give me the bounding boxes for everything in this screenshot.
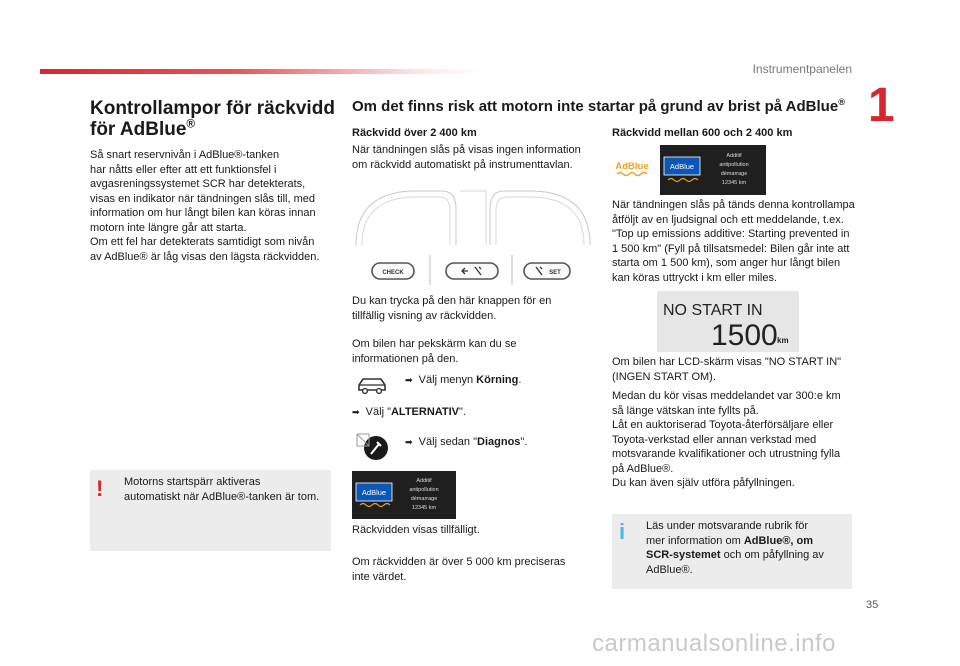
- svg-text:AdBlue: AdBlue: [669, 162, 695, 171]
- svg-text:AdBlue: AdBlue: [615, 161, 649, 172]
- step-select-diagnosis: ➡ Välj sedan "Diagnos".: [405, 436, 528, 448]
- subheading-over-2400: Räckvidd över 2 400 km: [352, 127, 477, 139]
- svg-text:km: km: [777, 336, 789, 345]
- chapter-number: 1: [868, 79, 895, 132]
- svg-text:1500: 1500: [711, 319, 778, 352]
- ignition-message-text: När tändningen slås på tänds denna kontrollampa åtföljt av en ljudsignal och ett meddelande, t.ex. "Top up emissions additive: Starting prevented in 1 500 km" (Fyll på tillsatsmedel: Bilen går inte att starta om 1 500 km), som anger hur långt bilen kan köras uttryckt i km eller miles.: [612, 199, 855, 284]
- step-select-options: ➡ Välj "ALTERNATIV".: [352, 406, 466, 418]
- svg-text:antipollution: antipollution: [719, 162, 749, 168]
- temporary-display-text: Räckvidden visas tillfälligt.: [352, 524, 480, 536]
- car-menu-icon: [355, 372, 389, 398]
- page-number: 35: [866, 599, 879, 611]
- main-heading: Om det finns risk att motorn inte startar på grund av brist på AdBlue®: [352, 97, 846, 115]
- intro-text: När tändningen slås på visas ingen information om räckvidd automatiskt på instrumenttavlan.: [352, 144, 581, 171]
- bullet-arrow-icon: ➡: [405, 375, 413, 385]
- warning-exclamation-icon: !: [96, 476, 104, 501]
- dashboard-buttons-illustration: [352, 185, 594, 288]
- svg-text:démarrage: démarrage: [720, 171, 748, 177]
- svg-text:Additif: Additif: [726, 153, 742, 159]
- svg-text:AdBlue: AdBlue: [361, 488, 387, 497]
- bullet-arrow-icon: ➡: [352, 407, 360, 417]
- svg-text:12345 km: 12345 km: [411, 505, 437, 511]
- bullet-arrow-icon: ➡: [405, 437, 413, 447]
- info-text: Läs under motsvarande rubrik för mer information om AdBlue®, om SCR-systemet och om påfyllning av AdBlue®.: [646, 520, 824, 576]
- step-select-driving: ➡ Välj menyn Körning.: [405, 374, 522, 386]
- svg-text:démarrage: démarrage: [410, 496, 438, 502]
- svg-text:NO START IN: NO START IN: [663, 302, 763, 319]
- set-button-label: SET: [549, 270, 561, 276]
- check-button-label: CHECK: [382, 270, 404, 276]
- warning-text: Motorns startspärr aktiveras automatiskt när AdBlue®-tanken är tom.: [124, 476, 320, 503]
- left-heading: Kontrollampor för räckvidd för AdBlue®: [90, 98, 335, 140]
- driving-message-text: Medan du kör visas meddelandet var 300:e km så länge vätskan inte fyllts på. Låt en auktoriserad Toyota-återförsäljare eller Toyota-verkstad eller annan verkstad med motsvarande kvalifikationer och utrustning fylla på AdBlue®. Du kan även själv utföra påfyllningen.: [612, 390, 841, 489]
- adblue-display-screen-temporary: [352, 471, 456, 519]
- info-icon: i: [619, 519, 626, 544]
- press-button-text: Du kan trycka på den här knappen för en tillfällig visning av räckvidden.: [352, 295, 552, 322]
- watermark: carmanualsonline.info: [592, 630, 836, 657]
- section-title: Instrumentpanelen: [752, 62, 852, 76]
- subheading-600-2400: Räckvidd mellan 600 och 2 400 km: [612, 127, 793, 139]
- left-body: Så snart reservnivån i AdBlue®-tanken har nåtts eller efter att ett funktionsfel i avgasreningssystemet SCR har detekterats, visas en indikator när tändningen slås till, med information om hur långt bilen kan köras innan motorn inte längre går att starta. Om ett fel har detekterats samtidigt som nivån av AdBlue® är låg visas den lägsta räckvidden.: [90, 149, 320, 263]
- over-5000-text: Om räckvidden är över 5 000 km preciseras inte värdet.: [352, 556, 566, 583]
- svg-text:Additif: Additif: [416, 478, 432, 484]
- adblue-display-screen: [660, 145, 766, 195]
- svg-text:12345 km: 12345 km: [721, 180, 747, 186]
- adblue-warning-lamp-icon: [612, 158, 652, 178]
- header-accent-bar: [40, 69, 480, 74]
- touchscreen-text: Om bilen har pekskärm kan du se informationen på den.: [352, 338, 517, 365]
- lcd-screen-text: Om bilen har LCD-skärm visas "NO START IN" (INGEN START OM).: [612, 356, 842, 383]
- diagnostics-icon: [355, 432, 389, 462]
- svg-text:antipollution: antipollution: [409, 487, 439, 493]
- no-start-lcd-display: [657, 291, 799, 352]
